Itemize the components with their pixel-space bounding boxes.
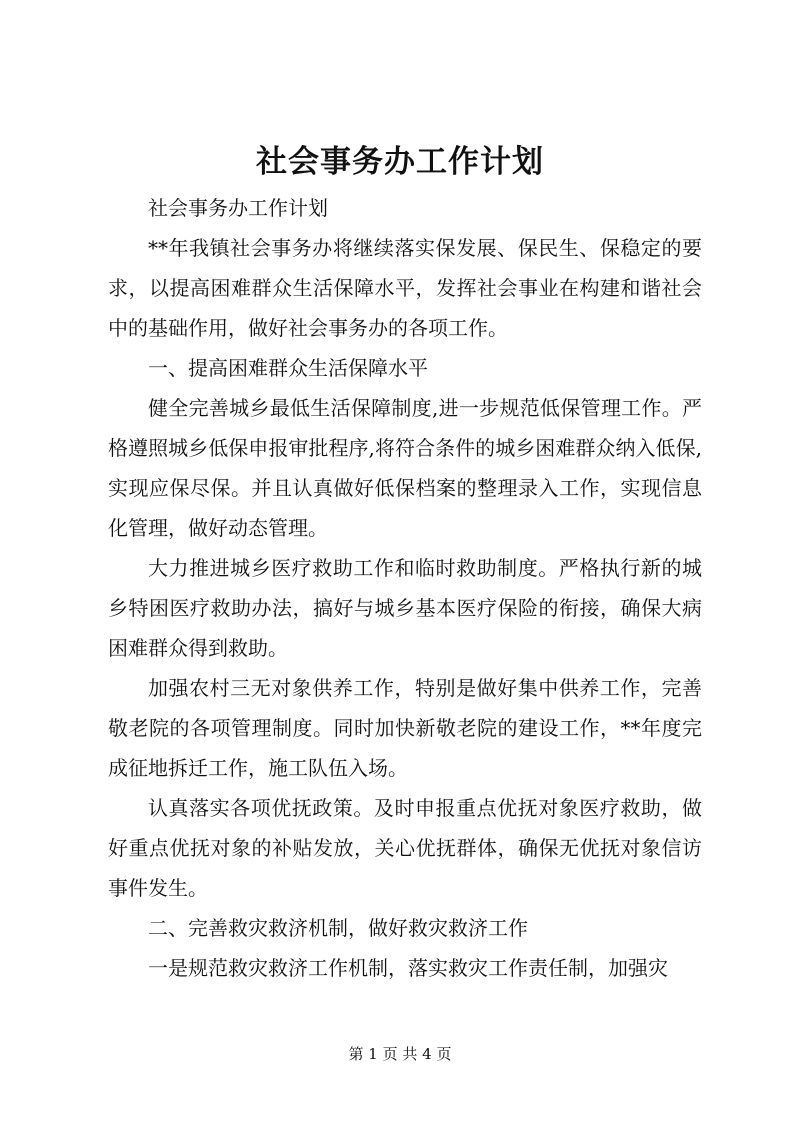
document-title: 社会事务办工作计划 [256,144,544,180]
paragraph-subtitle: 社会事务办工作计划 [148,196,328,220]
section-heading-1: 一、提高困难群众生活保障水平 [148,356,428,380]
paragraph: 认真落实各项优抚政策。及时申报重点优抚对象医疗救助，做好重点优抚对象的补贴发放，关心优抚群体，确保无优抚对象信访事件发生。 [108,796,702,900]
paragraph-intro: **年我镇社会事务办将继续落实保发展、保民生、保稳定的要求，以提高困难群众生活保障水平，发挥社会事业在构建和谐社会中的基础作用，做好社会事务办的各项工作。 [108,236,702,340]
section-heading-2: 二、完善救灾救济机制，做好救灾救济工作 [148,916,528,940]
document-body [108,188,702,988]
paragraph: 大力推进城乡医疗救助工作和临时救助制度。严格执行新的城乡特困医疗救助办法，搞好与城乡基本医疗保险的衔接，确保大病困难群众得到救助。 [108,556,702,660]
paragraph: 一是规范救灾救济工作机制，落实救灾工作责任制，加强灾 [148,956,668,980]
paragraph: 健全完善城乡最低生活保障制度,进一步规范低保管理工作。严格遵照城乡低保申报审批程序,将符合条件的城乡困难群众纳入低保,实现应保尽保。并且认真做好低保档案的整理录入工作，实现信息化管理，做好动态管理。 [108,396,702,540]
page-number-footer: 第 1 页 共 4 页 [348,1045,452,1063]
paragraph: 加强农村三无对象供养工作，特别是做好集中供养工作，完善敬老院的各项管理制度。同时加快新敬老院的建设工作，**年度完成征地拆迁工作，施工队伍入场。 [108,676,702,780]
